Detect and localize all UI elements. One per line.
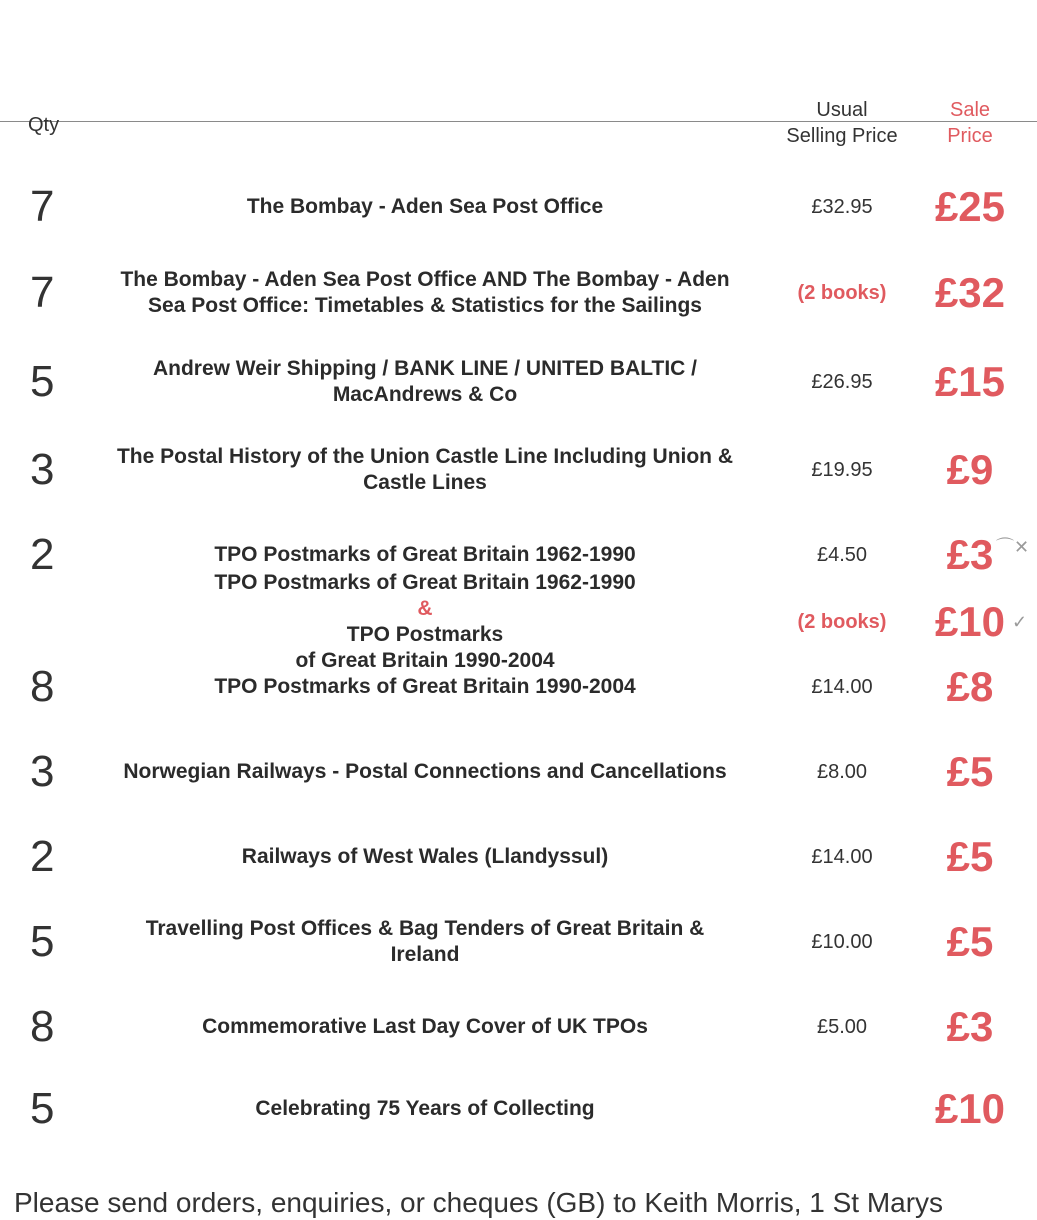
handwritten-cross-mark-icon: ⌒✕: [996, 537, 1030, 557]
row-usual-price: £14.00: [811, 846, 873, 868]
row-title: The Bombay - Aden Sea Post Office: [246, 195, 604, 218]
row-qty: 3: [30, 747, 55, 796]
row-qty: 5: [30, 357, 55, 406]
row-qty: 5: [30, 917, 55, 966]
row-sale-price: £3: [946, 531, 994, 578]
row-qty: 2: [30, 530, 55, 579]
row-usual-price: £5.00: [816, 1016, 868, 1038]
row-title: Railways of West Wales (Llandyssul): [241, 845, 609, 868]
row-title: Commemorative Last Day Cover of UK TPOs: [202, 1015, 648, 1038]
row-title: TPO Postmarks of Great Britain 1990-2004: [214, 675, 636, 698]
row-title: The Bombay - Aden Sea Post Office AND The Bombay - Aden Sea Post Office: Timetables & Statistics for the Sailings: [120, 268, 730, 317]
order-instructions: Please send orders, enquiries, or cheques (GB) to Keith Morris, 1 St Marys: [14, 1187, 944, 1218]
row-title: TPO Postmarks of Great Britain 1962-1990 & TPO Postmarks of Great Britain 1990-2004: [214, 571, 636, 672]
row-sale-price: £5: [946, 918, 994, 965]
sale-price-header: Sale Price: [947, 99, 993, 147]
row-qty: 8: [30, 1002, 55, 1051]
row-title: TPO Postmarks of Great Britain 1962-1990: [214, 543, 636, 566]
row-sale-price: £8: [946, 663, 994, 710]
qty-header: Qty: [28, 114, 60, 136]
row-usual-price: £14.00: [811, 676, 873, 698]
row-usual-price: (2 books): [797, 282, 887, 304]
row-sale-price: £15: [934, 358, 1006, 405]
row-qty: 7: [30, 182, 55, 231]
row-sale-price: £25: [934, 183, 1006, 230]
row-usual-price: £8.00: [816, 761, 868, 783]
row-title: The Postal History of the Union Castle Line Including Union & Castle Lines: [116, 445, 734, 494]
row-title: Andrew Weir Shipping / BANK LINE / UNITED BALTIC / MacAndrews & Co: [152, 357, 698, 406]
row-qty: 2: [30, 832, 55, 881]
row-sale-price: £10: [934, 598, 1006, 645]
row-title: Celebrating 75 Years of Collecting: [255, 1097, 595, 1120]
row-sale-price: £9: [946, 446, 994, 493]
row-sale-price: £10: [934, 1085, 1006, 1132]
row-usual-price: (2 books): [797, 611, 887, 633]
row-qty: 3: [30, 445, 55, 494]
row-usual-price: £32.95: [811, 196, 873, 218]
row-usual-price: £26.95: [811, 371, 873, 393]
usual-price-header: Usual Selling Price: [786, 99, 898, 147]
row-qty: 5: [30, 1084, 55, 1133]
row-sale-price: £3: [946, 1003, 994, 1050]
row-usual-price: £4.50: [816, 544, 868, 566]
handwritten-check-mark-icon: ✓: [1012, 612, 1028, 632]
row-sale-price: £32: [934, 269, 1006, 316]
row-sale-price: £5: [946, 748, 994, 795]
row-title: Norwegian Railways - Postal Connections and Cancellations: [123, 760, 727, 783]
row-usual-price: £10.00: [811, 931, 873, 953]
row-usual-price: £19.95: [811, 459, 873, 481]
row-qty: 7: [30, 268, 55, 317]
row-sale-price: £5: [946, 833, 994, 880]
row-title: Travelling Post Offices & Bag Tenders of Great Britain & Ireland: [145, 917, 705, 966]
row-qty: 8: [30, 662, 55, 711]
